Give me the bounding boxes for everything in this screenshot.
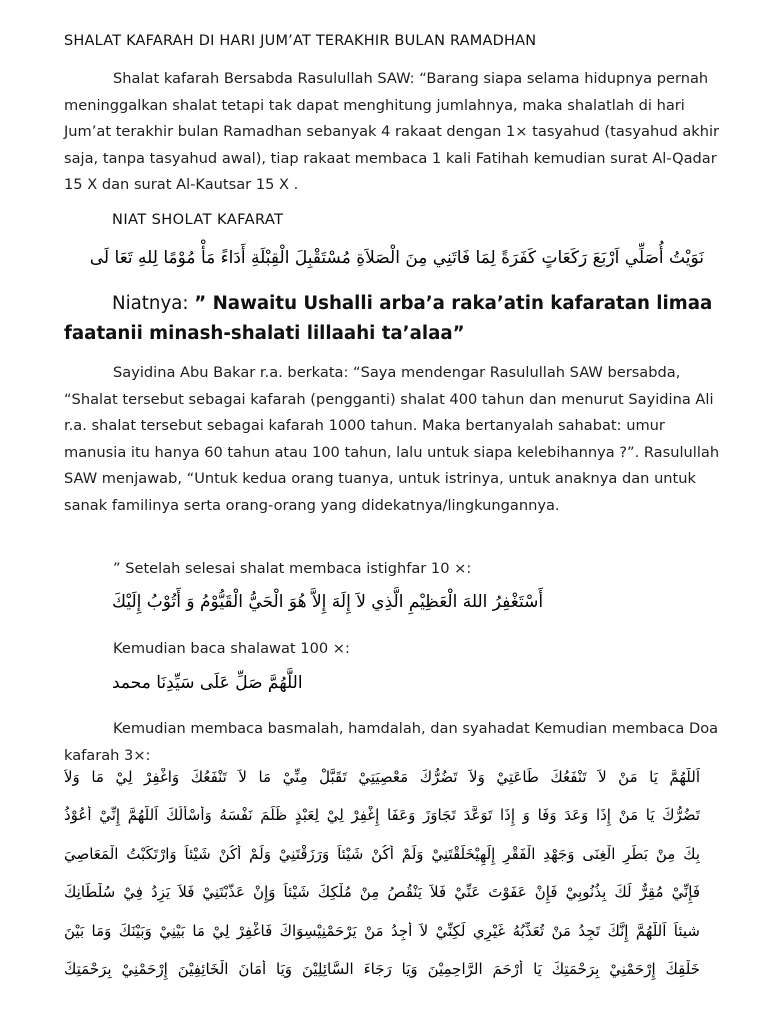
abu-bakar-paragraph	[64, 360, 724, 519]
doa-line: فَإِنِّيْ مُقِرٌّ لَكَ بِذُنُوبِيْ فَإِنْ عَفَوْتَ عَنِّيْ فَلاَ يَنْقُصُ مِنْ مُلْكِكَ شَيْئاً وَإِنْ عَذَّبْتَنِيْ فَلاَ يَزِدُ فِيْ سُلْطَانِكَ	[64, 883, 700, 901]
istighfar-instruction	[64, 556, 724, 583]
intro-paragraph-text: Shalat kafarah Bersabda Rasulullah SAW: “Barang siapa selama hidupnya pernah meninggalkan shalat tetapi tak dapat menghitung jumlahnya, maka shalatlah di hari Jum’at terakhir bulan Ramadhan sebanyak 4 rakaat dengan 1× tasyahud (tasyahud akhir saja, tanpa tasyahud awal), tiap rakaat membaca 1 kali Fatihah kemudian surat Al-Qadar 15 X dan surat Al-Kautsar 15 X .	[64, 70, 720, 193]
shalawat-instruction	[64, 636, 724, 663]
shalawat-arabic-text: اللَّهُمَّ صَلِّ عَلَى سَيِّدِنَا محمد	[112, 673, 303, 693]
niatnya-label: Niatnya:	[112, 293, 189, 314]
niatnya-transliteration: ” Nawaitu Ushalli arba’a raka’atin kafaratan limaa faatanii minash-shalati lillaahi ta’alaa”	[64, 293, 713, 344]
doa-line: بِكَ مِنْ بَطَرِ الْغِنَى وَجَهْدِ الْفَقْرِ إِلَهِيْخَلَقْتَنِيْ وَلَمْ أَكُنْ شَيْئاً وَرَزَقْتَنِيْ وَلَمْ أَكُنْ شَيْئاً وَارْتَكَبْتُ الْمَعَاصِيَ	[64, 845, 700, 863]
niatnya-block	[64, 289, 744, 349]
abu-bakar-paragraph-text: Sayidina Abu Bakar r.a. berkata: “Saya mendengar Rasulullah SAW bersabda, “Shalat tersebut sebagai kafarah (pengganti) shalat 400 tahun dan menurut Sayidina Ali r.a. shalat tersebut sebagai kafarah 1000 tahun. Maka bertanyalah sahabat: umur manusia itu hanya 60 tahun atau 100 tahun, lalu untuk siapa kelebihannya ?”. Rasulullah SAW menjawab, “Untuk kedua orang tuanya, untuk istrinya, untuk anaknya dan untuk sanak familinya serta orang-orang yang didekatnya/lingkungannya.	[64, 364, 720, 514]
istighfar-instruction-text: ” Setelah selesai shalat membaca istighfar 10 ×:	[113, 560, 472, 577]
doa-line: تَضُرُّكَ يَا مَنْ إِذَا وَعَدَ وَفَا وَ إِذَا تَوَعَّدَ تَجَاوَزَ وَعَفَا إِغْفِرْ لِيْ لِعَبْدٍ ظَلَمَ نَفْسَهُ وَأَسْأَلُكَ اَللَّهُمَّ إِنِّيْ أَعُوْذُ	[64, 806, 700, 824]
doa-instruction-text: Kemudian membaca basmalah, hamdalah, dan syahadat Kemudian membaca Doa kafarah 3×:	[64, 720, 719, 764]
niat-heading: NIAT SHOLAT KAFARAT	[112, 211, 284, 228]
doa-instruction	[64, 716, 724, 769]
doa-line: خَلْقِكَ إِرْحَمْنِيْ بِرَحْمَتِكَ يَا أَرْحَمَ الرَّاحِمِيْنَ وَيَا رَجَاءَ السَّائِلِيْنَ وَيَا أَمَانَ الْخَائِفِيْنَ إِرْحَمْنِيْ بِرَحْمَتِكَ	[64, 960, 700, 978]
doa-line: شيئاً اَللَّهُمَّ إِنَّكَ تَجِدُ مَنْ تُعَذِّبُهُ غَيْرِي لَكِنِّيْ لاَ أَجِدُ مَنْ يَرْحَمْنِيْسِوَاكَ فَاغْفِرْ لِيْ مَا بَيْنِيْ وَبَيْنَكَ وَمَا بَيْنَ	[64, 922, 700, 940]
shalawat-instruction-text: Kemudian baca shalawat 100 ×:	[113, 640, 350, 657]
document-title: SHALAT KAFARAH DI HARI JUM’AT TERAKHIR BULAN RAMADHAN	[64, 33, 537, 49]
istighfar-arabic-text: أَسْتَغْفِرُ اللهَ الْعَظِيْمِ الَّذِي لاَ إِلَهَ إِلاَّ هُوَ الْحَيُّ الْقَيُّوْمُ وَ أَتُوْبُ إِلَيْكَ	[112, 592, 544, 612]
niat-arabic-text: نَوَيْتُ أُصَلِّي اَرْبَعَ رَكَعَاتٍ كَفَرَةً لِمَا فَاتَنِي مِنَ الْصَلاَةِ مُسْتَقْبِلَ الْقِبْلَةِ أَدَاءً مَأْ مُوْمًا لِلهِ تَعَا لَى	[89, 248, 704, 268]
intro-paragraph	[64, 66, 724, 199]
doa-line: اَللَّهُمَّ يَا مَنْ لاَ تَنْفَعُكَ طَاعَتِيْ وَلاَ تَضُرُّكَ مَعْصِيَتِيْ تَقَبَّلْ مِنِّيْ مَا لاَ تَنْفَعُكَ وَاغْفِرْ لِيْ مَا وَلاَ	[64, 768, 700, 786]
